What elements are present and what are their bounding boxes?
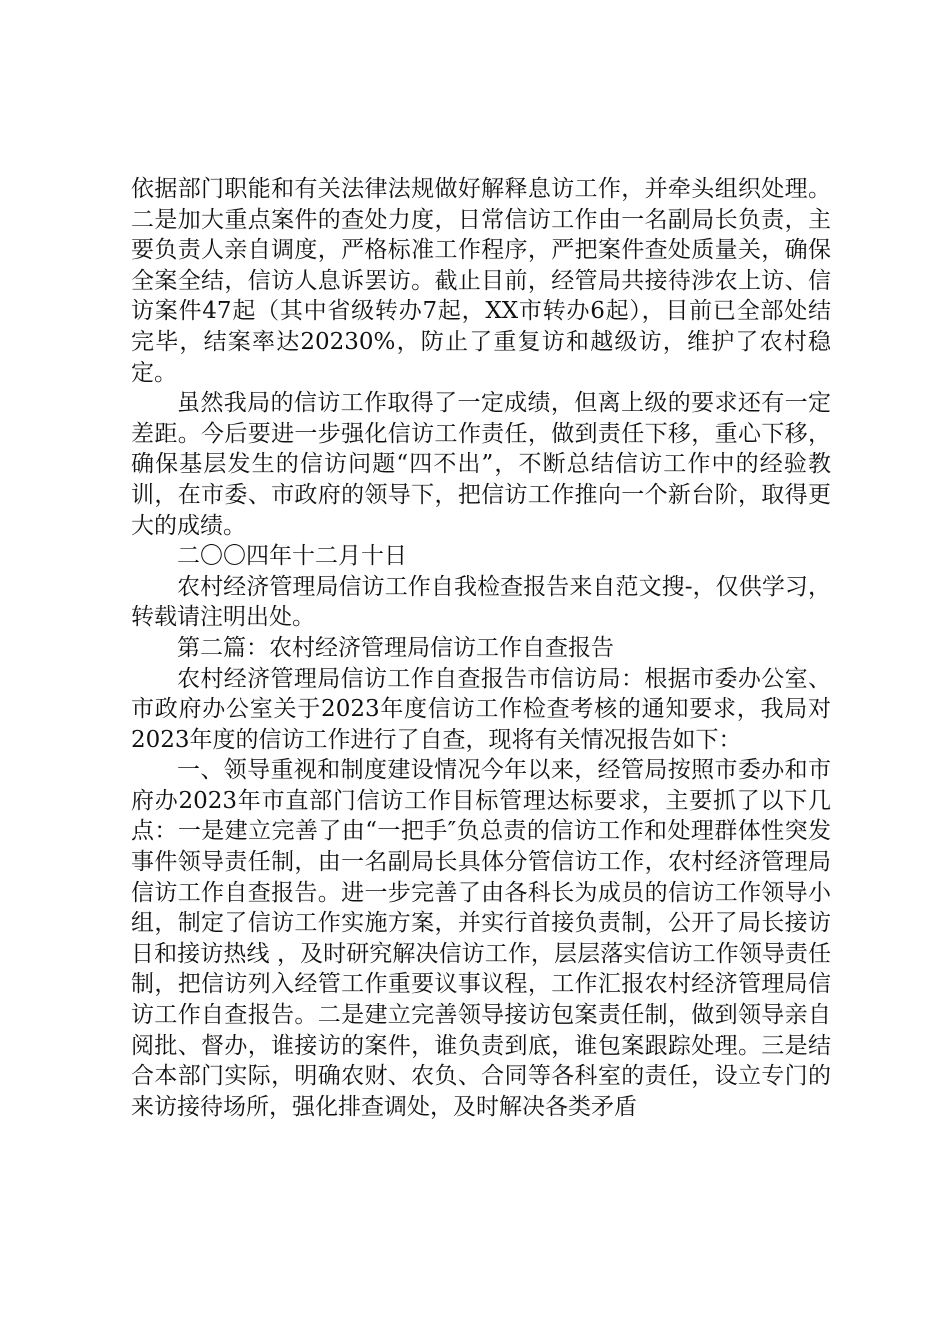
source-note: 农村经济管理局信访工作自我检查报告来自范文搜-，仅供学习，转载请注明出处。: [131, 573, 831, 631]
paragraph-conclusion: 虽然我局的信访工作取得了一定成绩，但离上级的要求还有一定差距。今后要进一步强化信访工作责任，做到责任下移，重心下移，确保基层发生的信访问题“四不出”，不断总结信访工作中的经验教训，在市委、市政府的领导下，把信访工作推向一个新台阶，取得更大的成绩。: [131, 390, 831, 539]
section-heading: 第二篇：农村经济管理局信访工作自查报告: [177, 634, 614, 661]
paragraph-continuation: 依据部门职能和有关法律法规做好解释息访工作，并牵头组织处理。二是加大重点案件的查处力度，日常信访工作由一名副局长负责，主要负责人亲自调度，严格标准工作程序，严把案件查处质量关，确保全案全结，信访人息诉罢访。截止目前，经管局共接待涉农上访、信访案件47起（其中省级转办7起，XX市转办6起），目前已全部处结完毕，结案率达20230%，防止了重复访和越级访，维护了农村稳定。: [131, 176, 831, 386]
document-body: [131, 174, 831, 1122]
paragraph-section-one: 一、领导重视和制度建设情况今年以来，经管局按照市委办和市府办2023年市直部门信访工作目标管理达标要求，主要抓了以下几点：一是建立完善了由“一把手″负总责的信访工作和处理群体性突发事件领导责任制，由一名副局长具体分管信访工作，农村经济管理局信访工作自查报告。进一步完善了由各科长为成员的信访工作领导小组，制定了信访工作实施方案，并实行首接负责制，公开了局长接访日和接访热线 ，及时研究解决信访工作，层层落实信访工作领导责任制，把信访列入经管工作重要议事议程，工作汇报农村经济管理局信访工作自查报告。二是建立完善领导接访包案责任制，做到领导亲自阅批、督办，谁接访的案件，谁负责到底，谁包案跟踪处理。三是结合本部门实际，明确农财、农负、合同等各科室的责任，设立专门的来访接待场所，强化排查调处，及时解决各类矛盾: [131, 757, 831, 1120]
date-line: 二〇〇四年十二月十日: [177, 543, 407, 570]
paragraph-intro: 农村经济管理局信访工作自查报告市信访局：根据市委办公室、市政府办公室关于2023年度信访工作检查考核的通知要求，我局对2023年度的信访工作进行了自查，现将有关情况报告如下：: [131, 665, 831, 753]
